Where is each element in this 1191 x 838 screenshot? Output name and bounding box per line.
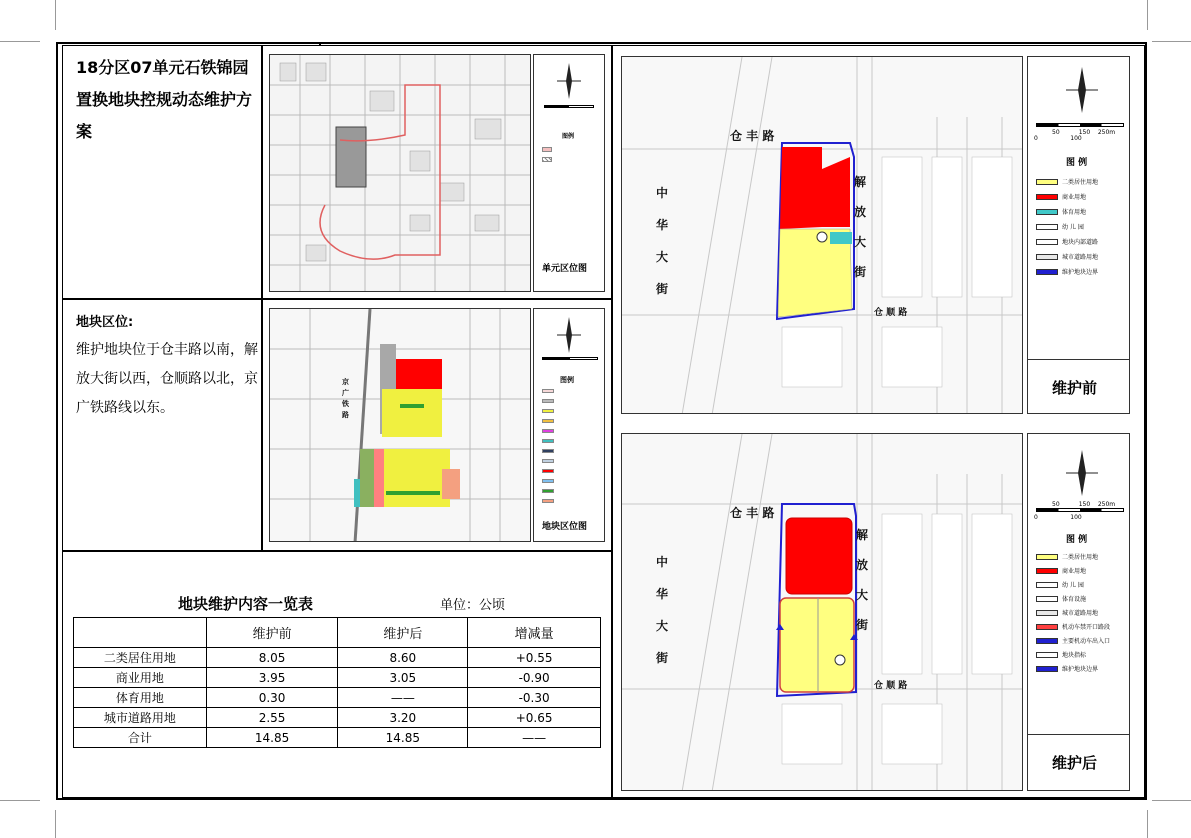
scale-label: 0 100 — [1034, 514, 1082, 521]
scale-bar — [544, 105, 594, 108]
crop-mark — [1147, 0, 1148, 30]
legend-item — [1036, 566, 1086, 575]
north-arrow-icon — [554, 315, 584, 355]
scale-bar — [542, 357, 598, 360]
legend-swatch — [1036, 568, 1058, 574]
before-map-graphic — [622, 57, 1023, 414]
legend-swatch — [1036, 610, 1058, 616]
after-map — [621, 433, 1023, 791]
legend-label: 机动车禁开口路段 — [1062, 624, 1111, 631]
legend-swatch — [542, 389, 554, 393]
legend-label: 二类居住用地 — [1062, 179, 1099, 186]
legend-swatch — [542, 459, 554, 463]
unit-location-map — [269, 54, 531, 292]
kindergarten-icon — [817, 232, 827, 242]
legend-swatch — [542, 157, 552, 162]
table-row: 城市道路用地 2.55 3.20 +0.65 — [74, 708, 601, 728]
legend-item — [1036, 192, 1086, 201]
unit-map-cell — [262, 45, 612, 299]
legend-swatch — [1036, 254, 1058, 260]
block-legend-title: 图例 — [560, 376, 574, 384]
road-label-east: 解放大街 — [856, 528, 869, 632]
road-label-west: 中华大街 — [656, 555, 669, 665]
scale-label: 50 150 250m — [1052, 501, 1116, 508]
location-text: 维护地块位于仓丰路以南，解放大街以西，仓顺路以北，京广铁路线以东。 — [76, 342, 258, 416]
block-map-caption: 地块区位图 — [542, 522, 588, 532]
legend-swatch — [1036, 652, 1058, 658]
block-parcel — [442, 469, 460, 499]
legend-swatch — [1036, 624, 1058, 630]
legend-swatch — [542, 489, 554, 493]
block-parcel — [354, 479, 360, 507]
crop-mark — [0, 800, 40, 801]
railway-label: 京广铁路 — [342, 378, 349, 419]
legend-label: 幼 儿 园 — [1062, 224, 1084, 231]
unit-legend-title: 图例 — [562, 133, 575, 140]
block-map-legend — [533, 308, 605, 542]
road-label-west: 中华大街 — [656, 186, 669, 296]
legend-item — [1036, 222, 1084, 231]
scale-bar — [1036, 123, 1124, 127]
block-map-graphic — [270, 309, 531, 542]
block-parcel — [374, 449, 384, 507]
block-location-map — [269, 308, 531, 542]
legend-swatch — [542, 439, 554, 443]
page-title: 18分区07单元石铁锦园置换地块控规动态维护方案 — [76, 58, 253, 141]
legend-swatch — [1036, 179, 1058, 185]
legend-item — [1036, 636, 1110, 645]
table-row: 二类居住用地 8.05 8.60 +0.55 — [74, 648, 601, 668]
table-row: 体育用地 0.30 —— -0.30 — [74, 688, 601, 708]
block-parcel — [382, 389, 442, 437]
railway-line — [355, 309, 370, 542]
legend-swatch — [542, 449, 554, 453]
legend-swatch — [1036, 269, 1058, 275]
crop-mark — [55, 0, 56, 30]
after-legend-title: 图 例 — [1066, 535, 1088, 545]
road-label-north: 仓 丰 路 — [730, 506, 775, 520]
title-cell — [62, 45, 262, 299]
block-parcel — [400, 404, 424, 408]
table-row: 商业用地 3.95 3.05 -0.90 — [74, 668, 601, 688]
before-caption: 维护前 — [1052, 379, 1098, 397]
before-map — [621, 56, 1023, 414]
north-arrow-icon — [1062, 65, 1102, 115]
legend-swatch — [1036, 239, 1058, 245]
legend-swatch — [542, 479, 554, 483]
legend-label: 幼 儿 园 — [1062, 582, 1084, 589]
legend-swatch — [1036, 224, 1058, 230]
crop-mark — [0, 41, 40, 42]
legend-label: 地块指标 — [1062, 652, 1087, 659]
location-cell — [62, 299, 262, 551]
legend-swatch — [1036, 638, 1058, 644]
land-use-table — [73, 617, 601, 748]
legend-swatch — [1036, 596, 1058, 602]
after-legend — [1027, 433, 1130, 791]
crop-mark — [1147, 810, 1148, 838]
table-unit: 单位：公顷 — [440, 598, 506, 613]
legend-label: 体育用地 — [1062, 209, 1087, 216]
unit-highlight-area — [336, 127, 366, 187]
kindergarten-icon — [835, 655, 845, 665]
location-label: 地块区位: — [76, 315, 134, 330]
legend-item — [1036, 177, 1098, 186]
commercial-parcel — [780, 147, 822, 229]
road-label-south: 仓 顺 路 — [874, 308, 908, 318]
legend-swatch — [542, 147, 552, 152]
legend-item — [1036, 237, 1098, 246]
unit-map-legend — [533, 54, 605, 292]
legend-swatch — [542, 399, 554, 403]
sports-parcel — [830, 232, 852, 244]
crop-mark — [1152, 41, 1191, 42]
unit-map-graphic — [270, 55, 531, 292]
legend-item — [1036, 207, 1086, 216]
legend-swatch — [1036, 582, 1058, 588]
legend-item — [1036, 650, 1086, 659]
scale-label: 0 100 — [1034, 135, 1082, 142]
legend-item — [1036, 594, 1086, 603]
legend-label: 体育设施 — [1062, 596, 1087, 603]
road-label-south: 仓 顺 路 — [874, 681, 908, 691]
after-map-graphic — [622, 434, 1023, 791]
road-label-east: 解放大街 — [854, 175, 867, 279]
legend-label: 商业用地 — [1062, 568, 1087, 575]
scale-label: 50 150 250m — [1052, 129, 1116, 136]
legend-swatch — [1036, 554, 1058, 560]
legend-label: 城市道路用地 — [1062, 610, 1099, 617]
before-legend-title: 图 例 — [1066, 158, 1088, 168]
legend-swatch — [542, 469, 554, 473]
table-row: 合计 14.85 14.85 —— — [74, 728, 601, 748]
legend-swatch — [1036, 666, 1058, 672]
block-parcel — [386, 491, 440, 495]
legend-item — [1036, 608, 1098, 617]
north-arrow-icon — [1062, 448, 1102, 498]
commercial-parcel — [786, 518, 852, 594]
legend-item — [1036, 664, 1098, 673]
crop-mark — [1152, 800, 1191, 801]
legend-label: 维护地块边界 — [1062, 269, 1099, 276]
north-arrow-icon — [554, 61, 584, 101]
legend-label: 维护地块边界 — [1062, 666, 1099, 673]
legend-swatch — [1036, 209, 1058, 215]
commercial-parcel — [822, 157, 850, 227]
legend-item — [1036, 267, 1098, 276]
block-map-cell — [262, 299, 612, 551]
after-caption: 维护后 — [1052, 754, 1098, 772]
legend-swatch — [1036, 194, 1058, 200]
legend-label: 地块内部道路 — [1062, 239, 1099, 246]
legend-label: 商业用地 — [1062, 194, 1087, 201]
block-parcel — [396, 359, 442, 389]
legend-label: 城市道路用地 — [1062, 254, 1099, 261]
legend-label: 二类居住用地 — [1062, 554, 1099, 561]
scale-bar — [1036, 508, 1124, 512]
table-header-row: 维护前 维护后 增减量 — [74, 618, 601, 648]
legend-item — [1036, 580, 1084, 589]
legend-swatch — [542, 419, 554, 423]
crop-mark — [55, 810, 56, 838]
road-label-north: 仓 丰 路 — [730, 129, 775, 143]
legend-swatch — [542, 429, 554, 433]
legend-swatch — [542, 409, 554, 413]
block-parcel — [360, 449, 374, 507]
legend-label: 主要机动车出入口 — [1062, 638, 1111, 645]
legend-item — [1036, 622, 1110, 631]
unit-map-caption: 单元区位图 — [542, 264, 588, 274]
table-title: 地块维护内容一览表 — [178, 595, 314, 613]
residential-parcel — [780, 598, 854, 692]
legend-item — [1036, 552, 1098, 561]
legend-item — [1036, 252, 1098, 261]
before-legend — [1027, 56, 1130, 414]
legend-swatch — [542, 499, 554, 503]
